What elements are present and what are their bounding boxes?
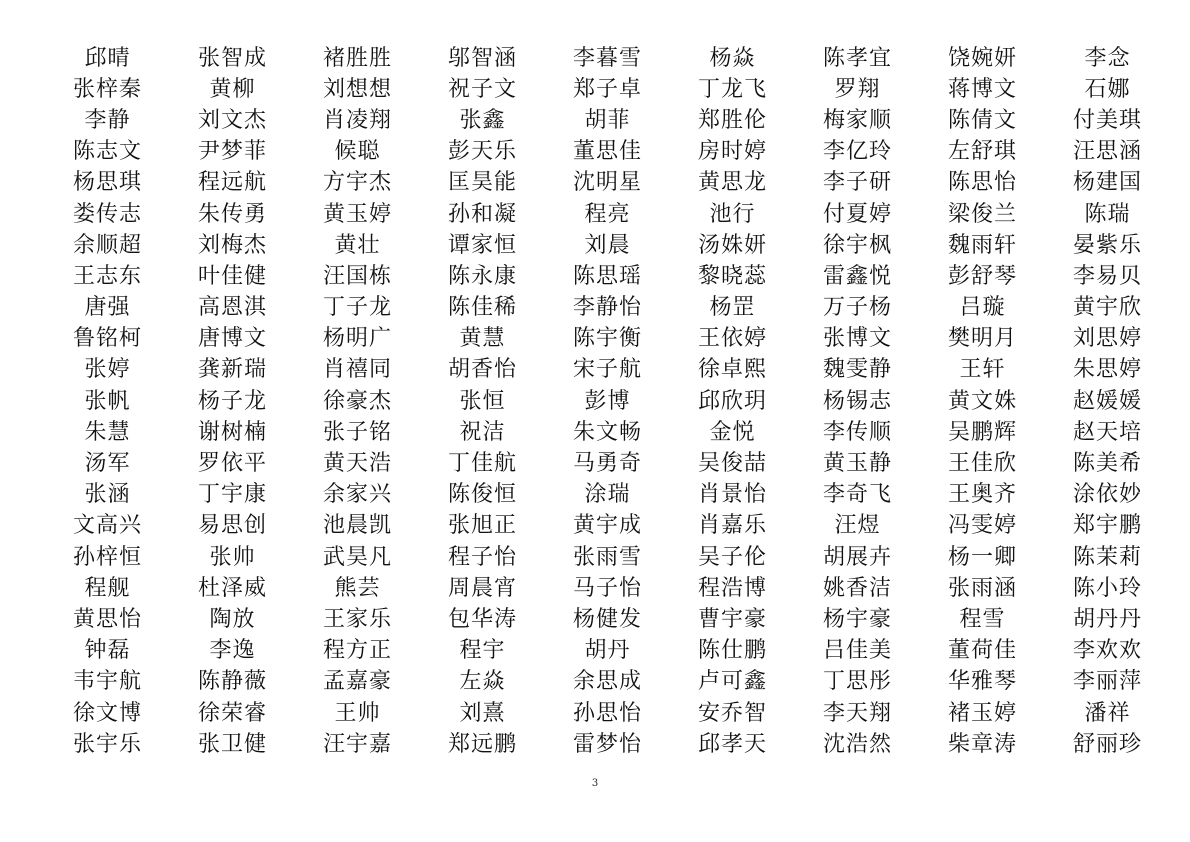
name-cell: 罗翔 [834, 76, 881, 102]
name-list-grid [45, 43, 1170, 760]
name-cell: 雷鑫悦 [822, 263, 892, 289]
name-cell: 谭家恒 [447, 232, 517, 258]
name-cell: 陈静薇 [197, 669, 267, 695]
name-cell: 张帆 [84, 388, 131, 414]
name-cell: 胡丹丹 [1072, 606, 1142, 632]
name-cell: 徐卓熙 [697, 357, 767, 383]
name-cell: 胡展卉 [822, 544, 892, 570]
name-cell: 熊芸 [334, 575, 381, 601]
name-cell: 张雨雪 [572, 544, 642, 570]
name-cell: 付夏婷 [822, 201, 892, 227]
name-cell: 郑子卓 [572, 76, 642, 102]
name-cell: 石娜 [1084, 76, 1131, 102]
name-cell: 李欢欢 [1072, 638, 1142, 664]
name-cell: 孙梓恒 [72, 544, 142, 570]
name-cell: 蒋博文 [947, 76, 1017, 102]
name-cell: 万子杨 [822, 295, 892, 321]
name-cell: 张雨涵 [947, 575, 1017, 601]
name-cell: 黄思龙 [697, 170, 767, 196]
name-cell: 姚香洁 [822, 575, 892, 601]
name-cell: 杨焱 [709, 45, 756, 71]
name-cell: 丁子龙 [322, 295, 392, 321]
name-cell: 孟嘉豪 [322, 669, 392, 695]
name-cell: 彭天乐 [447, 139, 517, 165]
name-cell: 赵天培 [1072, 419, 1142, 445]
name-cell: 晏紫乐 [1072, 232, 1142, 258]
name-cell: 董思佳 [572, 139, 642, 165]
name-cell: 汪宇嘉 [322, 731, 392, 757]
name-cell: 王佳欣 [947, 451, 1017, 477]
name-cell: 汪国栋 [322, 263, 392, 289]
name-cell: 李逸 [209, 638, 256, 664]
name-cell: 左舒琪 [947, 139, 1017, 165]
name-cell: 包华涛 [447, 606, 517, 632]
name-cell: 彭博 [584, 388, 631, 414]
name-cell: 黄柳 [209, 76, 256, 102]
name-cell: 吴子伦 [697, 544, 767, 570]
name-cell: 韦宇航 [72, 669, 142, 695]
name-cell: 丁龙飞 [697, 76, 767, 102]
name-cell: 池行 [709, 201, 756, 227]
name-cell: 徐荣睿 [197, 700, 267, 726]
name-cell: 柴章涛 [947, 731, 1017, 757]
name-cell: 李暮雪 [572, 45, 642, 71]
name-cell: 卢可鑫 [697, 669, 767, 695]
name-cell: 朱慧 [84, 419, 131, 445]
name-cell: 陈宇衡 [572, 326, 642, 352]
name-cell: 丁宇康 [197, 482, 267, 508]
name-cell: 饶婉妍 [947, 45, 1017, 71]
name-cell: 董荷佳 [947, 638, 1017, 664]
name-cell: 张博文 [822, 326, 892, 352]
name-cell: 匡昊能 [447, 170, 517, 196]
name-cell: 安乔智 [697, 700, 767, 726]
name-cell: 张宇乐 [72, 731, 142, 757]
name-cell: 黄玉婷 [322, 201, 392, 227]
name-cell: 李传顺 [822, 419, 892, 445]
name-cell: 马子怡 [572, 575, 642, 601]
name-cell: 邱欣玥 [697, 388, 767, 414]
name-cell: 褚胜胜 [322, 45, 392, 71]
name-cell: 高恩淇 [197, 295, 267, 321]
name-cell: 左焱 [459, 669, 506, 695]
name-cell: 胡菲 [584, 107, 631, 133]
name-cell: 杨思琪 [72, 170, 142, 196]
page-number: 3 [591, 778, 599, 789]
name-cell: 李念 [1084, 45, 1131, 71]
name-cell: 王依婷 [697, 326, 767, 352]
name-cell: 易思创 [197, 513, 267, 539]
name-cell: 陈思瑶 [572, 263, 642, 289]
name-cell: 赵媛媛 [1072, 388, 1142, 414]
name-cell: 樊明月 [947, 326, 1017, 352]
name-cell: 张智成 [197, 45, 267, 71]
name-cell: 刘思婷 [1072, 326, 1142, 352]
name-cell: 肖凌翔 [322, 107, 392, 133]
name-cell: 黄宇成 [572, 513, 642, 539]
name-cell: 杨明广 [322, 326, 392, 352]
name-cell: 唐强 [84, 295, 131, 321]
name-cell: 张鑫 [459, 107, 506, 133]
name-cell: 郑远鹏 [447, 731, 517, 757]
name-cell: 陈美希 [1072, 451, 1142, 477]
name-cell: 谢树楠 [197, 419, 267, 445]
name-cell: 徐文博 [72, 700, 142, 726]
name-cell: 李天翔 [822, 700, 892, 726]
name-cell: 叶佳健 [197, 263, 267, 289]
name-cell: 陈茉莉 [1072, 544, 1142, 570]
name-cell: 程雪 [959, 606, 1006, 632]
name-cell: 吕璇 [959, 295, 1006, 321]
name-cell: 陈思怡 [947, 170, 1017, 196]
name-cell: 汤军 [84, 451, 131, 477]
name-cell: 张子铭 [322, 419, 392, 445]
name-cell: 杨罡 [709, 295, 756, 321]
name-cell: 沈浩然 [822, 731, 892, 757]
name-cell: 李亿玲 [822, 139, 892, 165]
name-cell: 刘晨 [584, 232, 631, 258]
name-cell: 杨建国 [1072, 170, 1142, 196]
name-cell: 余家兴 [322, 482, 392, 508]
name-cell: 王家乐 [322, 606, 392, 632]
name-cell: 杨健发 [572, 606, 642, 632]
name-cell: 程方正 [322, 638, 392, 664]
name-cell: 陈永康 [447, 263, 517, 289]
name-cell: 张婷 [84, 357, 131, 383]
name-cell: 涂依妙 [1072, 482, 1142, 508]
name-cell: 陈小玲 [1072, 575, 1142, 601]
name-cell: 程宇 [459, 638, 506, 664]
name-cell: 杨宇豪 [822, 606, 892, 632]
name-cell: 刘想想 [322, 76, 392, 102]
name-cell: 郑宇鹏 [1072, 513, 1142, 539]
name-cell: 李静怡 [572, 295, 642, 321]
name-cell: 杨锡志 [822, 388, 892, 414]
name-cell: 汤姝妍 [697, 232, 767, 258]
name-cell: 刘文杰 [197, 107, 267, 133]
name-cell: 彭舒琴 [947, 263, 1017, 289]
name-cell: 陈志文 [72, 139, 142, 165]
name-cell: 黄慧 [459, 326, 506, 352]
name-cell: 陈俊恒 [447, 482, 517, 508]
name-cell: 黎晓蕊 [697, 263, 767, 289]
name-cell: 张涵 [84, 482, 131, 508]
name-cell: 武昊凡 [322, 544, 392, 570]
name-cell: 朱文畅 [572, 419, 642, 445]
name-cell: 黄宇欣 [1072, 295, 1142, 321]
name-cell: 胡丹 [584, 638, 631, 664]
name-cell: 黄文姝 [947, 388, 1017, 414]
name-cell: 黄壮 [334, 232, 381, 258]
name-cell: 徐豪杰 [322, 388, 392, 414]
name-cell: 程舰 [84, 575, 131, 601]
name-cell: 王志东 [72, 263, 142, 289]
name-cell: 刘熹 [459, 700, 506, 726]
name-cell: 李丽萍 [1072, 669, 1142, 695]
name-cell: 孙思怡 [572, 700, 642, 726]
name-cell: 王奥齐 [947, 482, 1017, 508]
name-cell: 宋子航 [572, 357, 642, 383]
name-cell: 潘祥 [1084, 700, 1131, 726]
name-cell: 候聪 [334, 139, 381, 165]
name-cell: 魏雨轩 [947, 232, 1017, 258]
name-cell: 雷梦怡 [572, 731, 642, 757]
name-cell: 程浩博 [697, 575, 767, 601]
name-cell: 丁思彤 [822, 669, 892, 695]
name-cell: 程子怡 [447, 544, 517, 570]
name-cell: 魏雯静 [822, 357, 892, 383]
name-cell: 吴俊喆 [697, 451, 767, 477]
name-cell: 文高兴 [72, 513, 142, 539]
name-cell: 梅家顺 [822, 107, 892, 133]
name-cell: 马勇奇 [572, 451, 642, 477]
name-cell: 陶放 [209, 606, 256, 632]
name-cell: 李易贝 [1072, 263, 1142, 289]
name-cell: 汪思涵 [1072, 139, 1142, 165]
name-cell: 丁佳航 [447, 451, 517, 477]
name-cell: 王轩 [959, 357, 1006, 383]
name-cell: 唐博文 [197, 326, 267, 352]
name-cell: 池晨凯 [322, 513, 392, 539]
name-cell: 肖景怡 [697, 482, 767, 508]
name-cell: 刘梅杰 [197, 232, 267, 258]
name-cell: 张梓秦 [72, 76, 142, 102]
name-cell: 褚玉婷 [947, 700, 1017, 726]
name-cell: 曹宇豪 [697, 606, 767, 632]
name-cell: 陈佳稀 [447, 295, 517, 321]
name-cell: 吴鹏辉 [947, 419, 1017, 445]
name-cell: 邱孝天 [697, 731, 767, 757]
name-cell: 张旭正 [447, 513, 517, 539]
name-cell: 张卫健 [197, 731, 267, 757]
name-cell: 祝洁 [459, 419, 506, 445]
name-cell: 杨一卿 [947, 544, 1017, 570]
name-cell: 朱思婷 [1072, 357, 1142, 383]
name-cell: 娄传志 [72, 201, 142, 227]
name-cell: 冯雯婷 [947, 513, 1017, 539]
name-cell: 罗依平 [197, 451, 267, 477]
name-cell: 王帅 [334, 700, 381, 726]
name-cell: 华雅琴 [947, 669, 1017, 695]
name-cell: 李静 [84, 107, 131, 133]
name-cell: 胡香怡 [447, 357, 517, 383]
name-cell: 汪煜 [834, 513, 881, 539]
name-cell: 张恒 [459, 388, 506, 414]
name-cell: 余顺超 [72, 232, 142, 258]
name-cell: 程远航 [197, 170, 267, 196]
name-cell: 陈孝宜 [822, 45, 892, 71]
name-cell: 孙和凝 [447, 201, 517, 227]
name-cell: 吕佳美 [822, 638, 892, 664]
name-cell: 金悦 [709, 419, 756, 445]
name-cell: 郑胜伦 [697, 107, 767, 133]
name-cell: 徐宇枫 [822, 232, 892, 258]
name-cell: 舒丽珍 [1072, 731, 1142, 757]
name-cell: 李奇飞 [822, 482, 892, 508]
name-cell: 肖禧同 [322, 357, 392, 383]
name-cell: 陈仕鹏 [697, 638, 767, 664]
name-cell: 杜泽威 [197, 575, 267, 601]
name-cell: 邬智涵 [447, 45, 517, 71]
name-cell: 周晨宵 [447, 575, 517, 601]
name-cell: 李子研 [822, 170, 892, 196]
name-cell: 肖嘉乐 [697, 513, 767, 539]
name-cell: 黄思怡 [72, 606, 142, 632]
name-cell: 沈明星 [572, 170, 642, 196]
name-cell: 钟磊 [84, 638, 131, 664]
name-cell: 陈瑞 [1084, 201, 1131, 227]
name-cell: 黄玉静 [822, 451, 892, 477]
name-cell: 房时婷 [697, 139, 767, 165]
name-cell: 龚新瑞 [197, 357, 267, 383]
name-cell: 方宇杰 [322, 170, 392, 196]
name-cell: 鲁铭柯 [72, 326, 142, 352]
name-cell: 张帅 [209, 544, 256, 570]
name-cell: 邱晴 [84, 45, 131, 71]
name-cell: 祝子文 [447, 76, 517, 102]
name-cell: 杨子龙 [197, 388, 267, 414]
name-cell: 涂瑞 [584, 482, 631, 508]
name-cell: 余思成 [572, 669, 642, 695]
name-cell: 付美琪 [1072, 107, 1142, 133]
name-cell: 陈倩文 [947, 107, 1017, 133]
name-cell: 尹梦菲 [197, 139, 267, 165]
name-cell: 梁俊兰 [947, 201, 1017, 227]
name-cell: 朱传勇 [197, 201, 267, 227]
name-cell: 黄天浩 [322, 451, 392, 477]
name-cell: 程亮 [584, 201, 631, 227]
